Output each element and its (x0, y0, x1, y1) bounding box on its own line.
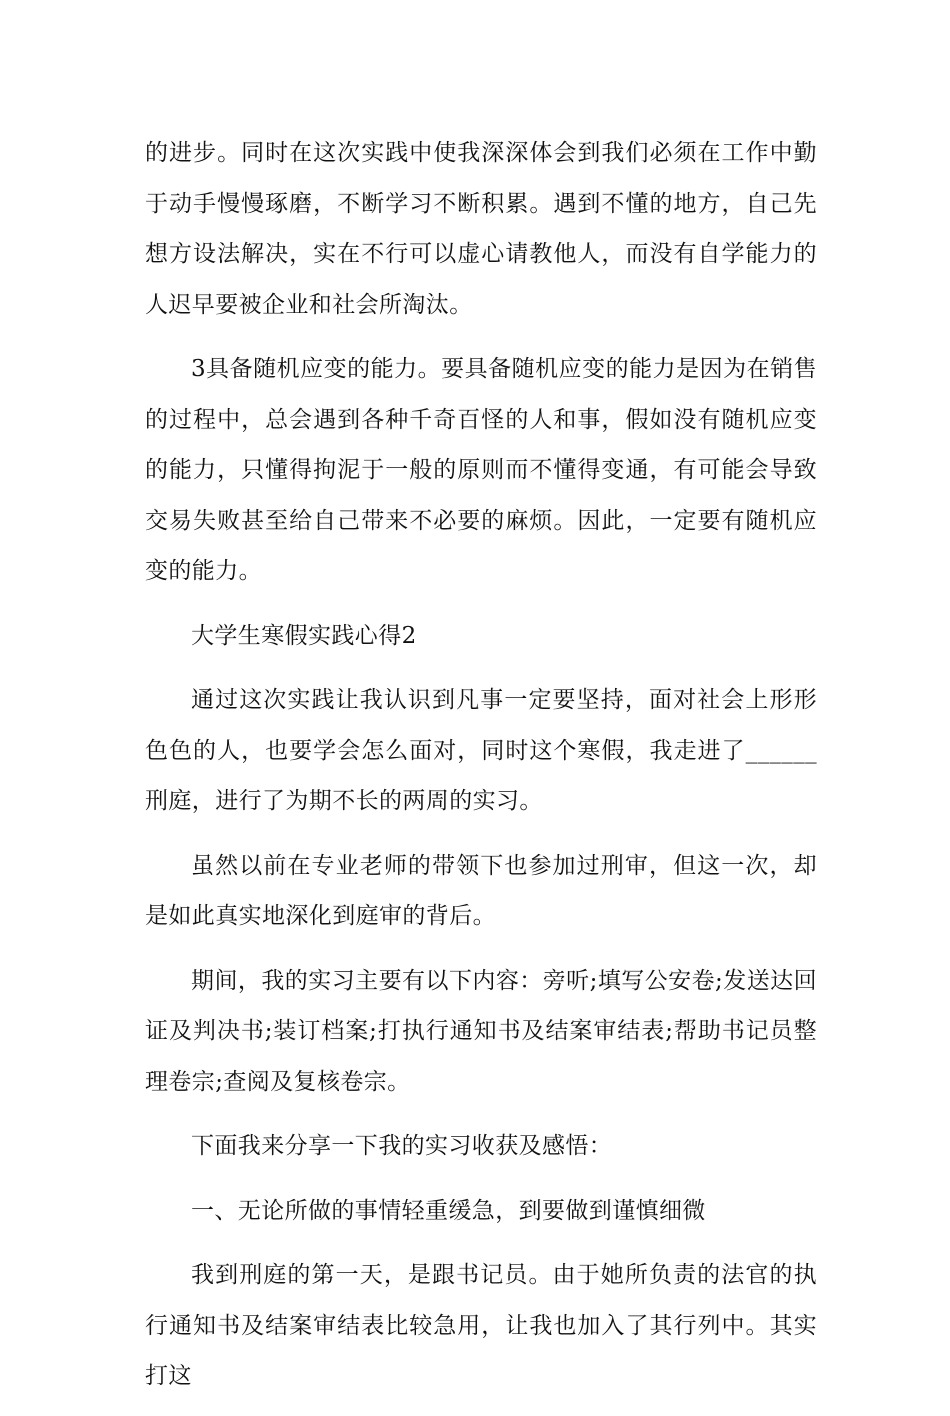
section-heading: 大学生寒假实践心得2 (191, 622, 417, 649)
subsection-heading: 一、无论所做的事情轻重缓急，到要做到谨慎细微 (191, 1197, 706, 1224)
paragraph-2: 3具备随机应变的能力。要具备随机应变的能力是因为在销售的过程中，总会遇到各种千奇百怪的人和事，假如没有随机应变的能力，只懂得拘泥于一般的原则而不懂得变通，有可能会导致交易失败甚至给自己带来不必要的麻烦。因此，一定要有随机应变的能力。 (145, 356, 817, 584)
document-page (145, 128, 817, 1416)
paragraph-6: 期间，我的实习主要有以下内容：旁听;填写公安卷;发送达回证及判决书;装订档案;打执行通知书及结案审结表;帮助书记员整理卷宗;查阅及复核卷宗。 (145, 967, 817, 1095)
paragraph-9: 我到刑庭的第一天，是跟书记员。由于她所负责的法官的执行通知书及结案审结表比较急用，让我也加入了其行列中。其实打这 (145, 1262, 817, 1389)
paragraph-1: 的进步。同时在这次实践中使我深深体会到我们必须在工作中勤于动手慢慢琢磨，不断学习不断积累。遇到不懂的地方，自己先想方设法解决，实在不行可以虚心请教他人，而没有自学能力的人迟早要被企业和社会所淘汰。 (145, 140, 817, 318)
paragraph-5: 虽然以前在专业老师的带领下也参加过刑审，但这一次，却是如此真实地深化到庭审的背后。 (145, 852, 817, 929)
paragraph-7: 下面我来分享一下我的实习收获及感悟： (191, 1133, 613, 1159)
paragraph-4: 通过这次实践让我认识到凡事一定要坚持，面对社会上形形色色的人，也要学会怎么面对，同时这个寒假，我走进了______刑庭，进行了为期不长的两周的实习。 (145, 687, 817, 814)
